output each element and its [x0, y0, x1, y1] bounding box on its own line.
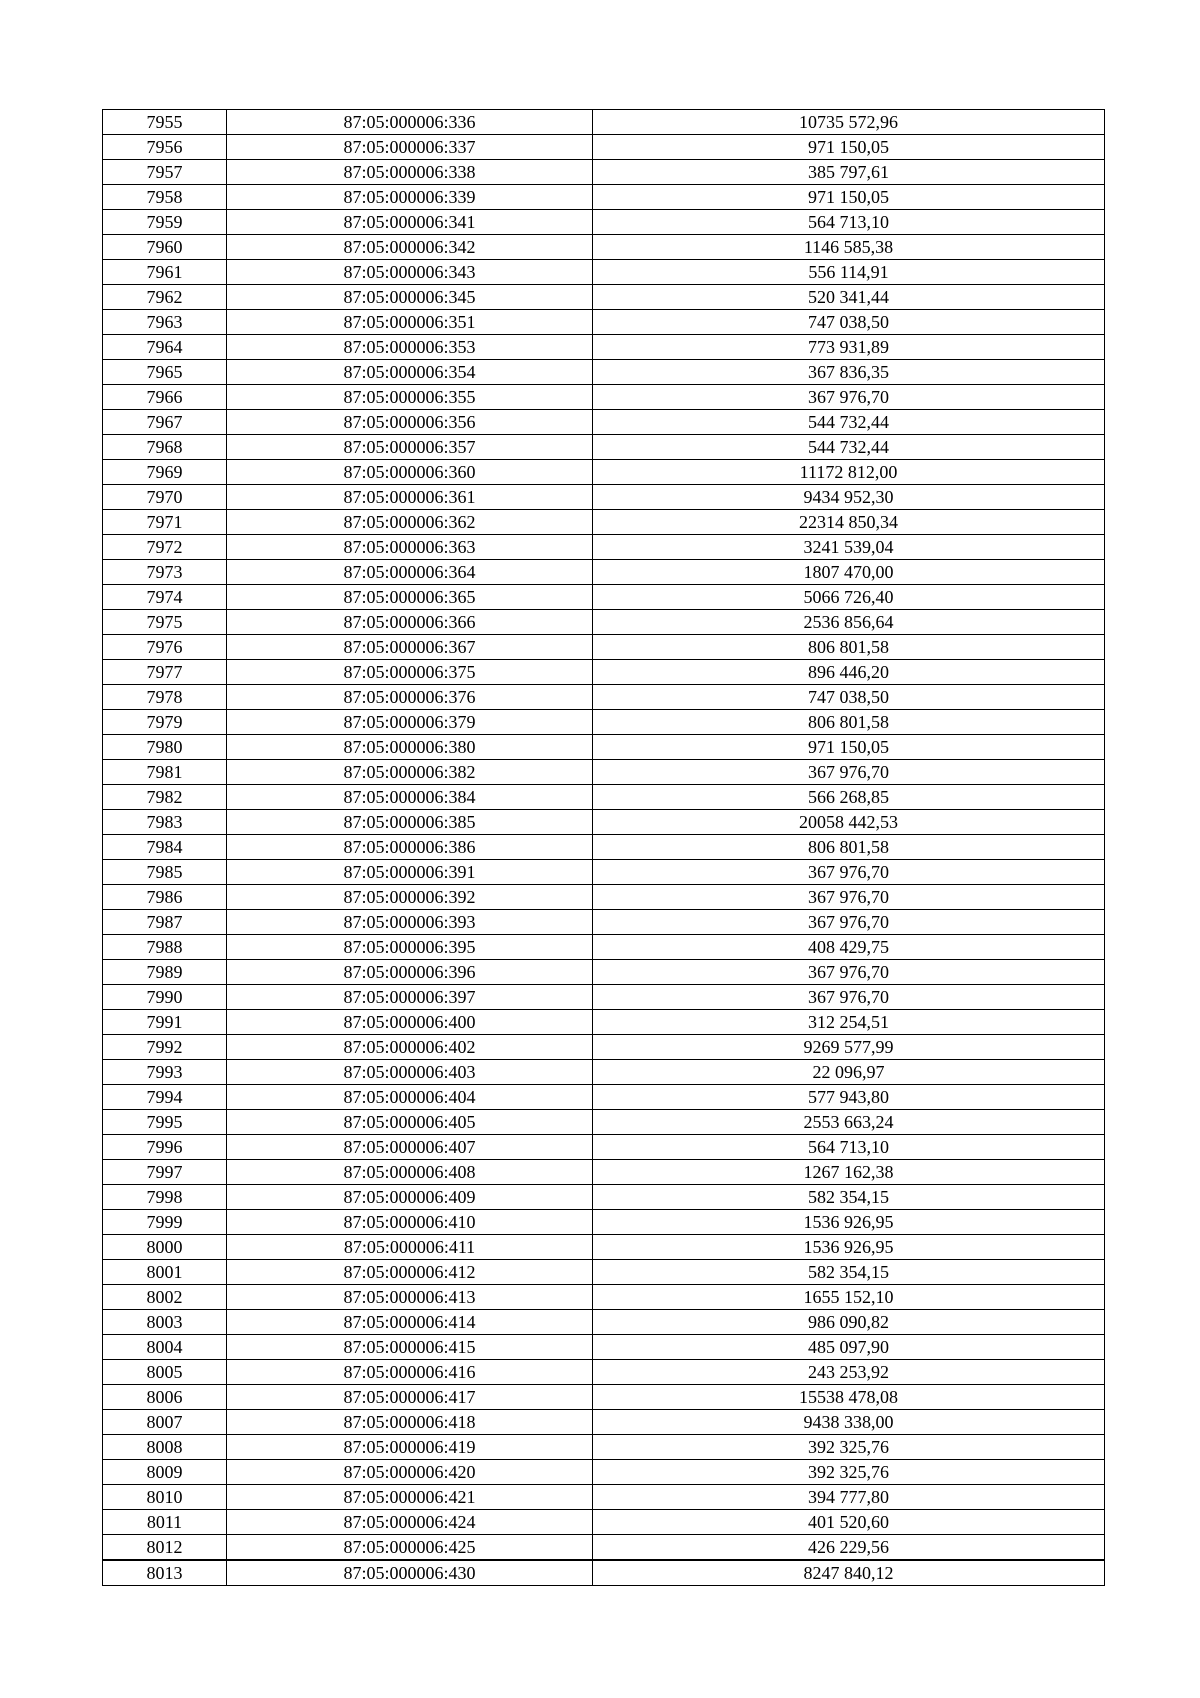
cadastral-value-cell: 11172 812,00 — [593, 460, 1105, 485]
table-row — [103, 460, 1105, 485]
cadastral-number-cell: 87:05:000006:403 — [227, 1060, 593, 1085]
cadastral-number-cell: 87:05:000006:339 — [227, 185, 593, 210]
cadastral-number-cell: 87:05:000006:341 — [227, 210, 593, 235]
table-row — [103, 1135, 1105, 1160]
table-row — [103, 1460, 1105, 1485]
table-row — [103, 135, 1105, 160]
cadastral-value-cell: 544 732,44 — [593, 435, 1105, 460]
table-row — [103, 710, 1105, 735]
cadastral-number-cell: 87:05:000006:362 — [227, 510, 593, 535]
row-number-cell: 7977 — [103, 660, 227, 685]
table-row — [103, 1235, 1105, 1260]
cadastral-number-cell: 87:05:000006:392 — [227, 885, 593, 910]
table-row — [103, 1560, 1105, 1586]
cadastral-number-cell: 87:05:000006:424 — [227, 1510, 593, 1535]
cadastral-number-cell: 87:05:000006:363 — [227, 535, 593, 560]
table-row — [103, 860, 1105, 885]
cadastral-value-cell: 971 150,05 — [593, 135, 1105, 160]
cadastral-number-cell: 87:05:000006:353 — [227, 335, 593, 360]
row-number-cell: 7986 — [103, 885, 227, 910]
table-row — [103, 1060, 1105, 1085]
table-body — [103, 110, 1105, 1586]
cadastral-value-cell: 394 777,80 — [593, 1485, 1105, 1510]
table-row — [103, 535, 1105, 560]
cadastral-value-cell: 556 114,91 — [593, 260, 1105, 285]
cadastral-value-cell: 20058 442,53 — [593, 810, 1105, 835]
table-row — [103, 510, 1105, 535]
cadastral-number-cell: 87:05:000006:342 — [227, 235, 593, 260]
cadastral-number-cell: 87:05:000006:410 — [227, 1210, 593, 1235]
row-number-cell: 7965 — [103, 360, 227, 385]
table-row — [103, 1285, 1105, 1310]
cadastral-value-cell: 564 713,10 — [593, 210, 1105, 235]
table-row — [103, 435, 1105, 460]
row-number-cell: 7973 — [103, 560, 227, 585]
table-row — [103, 160, 1105, 185]
cadastral-number-cell: 87:05:000006:404 — [227, 1085, 593, 1110]
row-number-cell: 7969 — [103, 460, 227, 485]
row-number-cell: 8000 — [103, 1235, 227, 1260]
cadastral-number-cell: 87:05:000006:420 — [227, 1460, 593, 1485]
cadastral-value-cell: 1267 162,38 — [593, 1160, 1105, 1185]
table-row — [103, 585, 1105, 610]
table-row — [103, 960, 1105, 985]
cadastral-value-cell: 408 429,75 — [593, 935, 1105, 960]
row-number-cell: 7971 — [103, 510, 227, 535]
table-row — [103, 1335, 1105, 1360]
cadastral-number-cell: 87:05:000006:409 — [227, 1185, 593, 1210]
cadastral-number-cell: 87:05:000006:421 — [227, 1485, 593, 1510]
cadastral-value-cell: 367 976,70 — [593, 960, 1105, 985]
row-number-cell: 7995 — [103, 1110, 227, 1135]
cadastral-value-cell: 806 801,58 — [593, 835, 1105, 860]
row-number-cell: 7988 — [103, 935, 227, 960]
row-number-cell: 7999 — [103, 1210, 227, 1235]
row-number-cell: 7967 — [103, 410, 227, 435]
row-number-cell: 7964 — [103, 335, 227, 360]
row-number-cell: 7976 — [103, 635, 227, 660]
table-row — [103, 410, 1105, 435]
cadastral-number-cell: 87:05:000006:338 — [227, 160, 593, 185]
cadastral-number-cell: 87:05:000006:407 — [227, 1135, 593, 1160]
table-row — [103, 110, 1105, 135]
row-number-cell: 7996 — [103, 1135, 227, 1160]
cadastral-number-cell: 87:05:000006:361 — [227, 485, 593, 510]
row-number-cell: 7997 — [103, 1160, 227, 1185]
table-row — [103, 1385, 1105, 1410]
cadastral-value-cell: 577 943,80 — [593, 1085, 1105, 1110]
cadastral-value-cell: 747 038,50 — [593, 310, 1105, 335]
cadastral-number-cell: 87:05:000006:360 — [227, 460, 593, 485]
table-row — [103, 1535, 1105, 1561]
table-row — [103, 835, 1105, 860]
cadastral-value-cell: 385 797,61 — [593, 160, 1105, 185]
cadastral-number-cell: 87:05:000006:393 — [227, 910, 593, 935]
row-number-cell: 7956 — [103, 135, 227, 160]
cadastral-number-cell: 87:05:000006:405 — [227, 1110, 593, 1135]
row-number-cell: 7984 — [103, 835, 227, 860]
row-number-cell: 7983 — [103, 810, 227, 835]
cadastral-value-cell: 986 090,82 — [593, 1310, 1105, 1335]
table-row — [103, 1435, 1105, 1460]
row-number-cell: 7972 — [103, 535, 227, 560]
table-row — [103, 1160, 1105, 1185]
row-number-cell: 8009 — [103, 1460, 227, 1485]
cadastral-number-cell: 87:05:000006:396 — [227, 960, 593, 985]
table-row — [103, 485, 1105, 510]
cadastral-value-cell: 1146 585,38 — [593, 235, 1105, 260]
row-number-cell: 7994 — [103, 1085, 227, 1110]
row-number-cell: 7958 — [103, 185, 227, 210]
cadastral-value-cell: 2553 663,24 — [593, 1110, 1105, 1135]
cadastral-value-cell: 367 976,70 — [593, 760, 1105, 785]
row-number-cell: 8003 — [103, 1310, 227, 1335]
cadastral-number-cell: 87:05:000006:380 — [227, 735, 593, 760]
cadastral-value-cell: 392 325,76 — [593, 1435, 1105, 1460]
cadastral-value-cell: 1807 470,00 — [593, 560, 1105, 585]
row-number-cell: 8008 — [103, 1435, 227, 1460]
table-row — [103, 985, 1105, 1010]
row-number-cell: 8001 — [103, 1260, 227, 1285]
table-row — [103, 210, 1105, 235]
cadastral-number-cell: 87:05:000006:356 — [227, 410, 593, 435]
cadastral-value-cell: 367 976,70 — [593, 910, 1105, 935]
cadastral-value-cell: 520 341,44 — [593, 285, 1105, 310]
row-number-cell: 7974 — [103, 585, 227, 610]
cadastral-number-cell: 87:05:000006:397 — [227, 985, 593, 1010]
cadastral-number-cell: 87:05:000006:345 — [227, 285, 593, 310]
table-row — [103, 910, 1105, 935]
row-number-cell: 8002 — [103, 1285, 227, 1310]
row-number-cell: 7979 — [103, 710, 227, 735]
cadastral-number-cell: 87:05:000006:375 — [227, 660, 593, 685]
table-row — [103, 610, 1105, 635]
row-number-cell: 7968 — [103, 435, 227, 460]
row-number-cell: 7961 — [103, 260, 227, 285]
cadastral-value-cell: 544 732,44 — [593, 410, 1105, 435]
cadastral-value-cell: 15538 478,08 — [593, 1385, 1105, 1410]
cadastral-number-cell: 87:05:000006:391 — [227, 860, 593, 885]
cadastral-number-cell: 87:05:000006:418 — [227, 1410, 593, 1435]
row-number-cell: 7963 — [103, 310, 227, 335]
table-row — [103, 785, 1105, 810]
table-row — [103, 185, 1105, 210]
cadastral-value-cell: 392 325,76 — [593, 1460, 1105, 1485]
cadastral-value-cell: 806 801,58 — [593, 710, 1105, 735]
cadastral-value-cell: 1536 926,95 — [593, 1235, 1105, 1260]
table-row — [103, 885, 1105, 910]
cadastral-number-cell: 87:05:000006:412 — [227, 1260, 593, 1285]
table-row — [103, 385, 1105, 410]
row-number-cell: 7982 — [103, 785, 227, 810]
row-number-cell: 7959 — [103, 210, 227, 235]
cadastral-value-cell: 367 976,70 — [593, 385, 1105, 410]
table-row — [103, 635, 1105, 660]
cadastral-value-cell: 10735 572,96 — [593, 110, 1105, 135]
cadastral-number-cell: 87:05:000006:419 — [227, 1435, 593, 1460]
cadastral-number-cell: 87:05:000006:343 — [227, 260, 593, 285]
cadastral-value-cell: 312 254,51 — [593, 1010, 1105, 1035]
cadastral-number-cell: 87:05:000006:367 — [227, 635, 593, 660]
row-number-cell: 8012 — [103, 1535, 227, 1561]
cadastral-value-table — [102, 109, 1105, 1586]
row-number-cell: 8004 — [103, 1335, 227, 1360]
row-number-cell: 7962 — [103, 285, 227, 310]
cadastral-number-cell: 87:05:000006:402 — [227, 1035, 593, 1060]
cadastral-number-cell: 87:05:000006:357 — [227, 435, 593, 460]
row-number-cell: 7987 — [103, 910, 227, 935]
table-row — [103, 660, 1105, 685]
cadastral-number-cell: 87:05:000006:385 — [227, 810, 593, 835]
table-row — [103, 560, 1105, 585]
cadastral-value-cell: 971 150,05 — [593, 735, 1105, 760]
table-row — [103, 1085, 1105, 1110]
cadastral-value-cell: 401 520,60 — [593, 1510, 1105, 1535]
table-row — [103, 1485, 1105, 1510]
row-number-cell: 8006 — [103, 1385, 227, 1410]
table-row — [103, 935, 1105, 960]
cadastral-number-cell: 87:05:000006:411 — [227, 1235, 593, 1260]
table-row — [103, 685, 1105, 710]
row-number-cell: 7960 — [103, 235, 227, 260]
cadastral-number-cell: 87:05:000006:384 — [227, 785, 593, 810]
cadastral-value-cell: 9434 952,30 — [593, 485, 1105, 510]
table-row — [103, 735, 1105, 760]
cadastral-number-cell: 87:05:000006:386 — [227, 835, 593, 860]
cadastral-number-cell: 87:05:000006:416 — [227, 1360, 593, 1385]
cadastral-value-cell: 1536 926,95 — [593, 1210, 1105, 1235]
cadastral-number-cell: 87:05:000006:366 — [227, 610, 593, 635]
cadastral-value-cell: 367 976,70 — [593, 860, 1105, 885]
cadastral-value-cell: 566 268,85 — [593, 785, 1105, 810]
row-number-cell: 8010 — [103, 1485, 227, 1510]
table-row — [103, 285, 1105, 310]
cadastral-number-cell: 87:05:000006:336 — [227, 110, 593, 135]
cadastral-value-cell: 896 446,20 — [593, 660, 1105, 685]
cadastral-value-cell: 564 713,10 — [593, 1135, 1105, 1160]
cadastral-number-cell: 87:05:000006:364 — [227, 560, 593, 585]
cadastral-number-cell: 87:05:000006:425 — [227, 1535, 593, 1561]
row-number-cell: 7998 — [103, 1185, 227, 1210]
cadastral-number-cell: 87:05:000006:365 — [227, 585, 593, 610]
table-row — [103, 1410, 1105, 1435]
cadastral-number-cell: 87:05:000006:430 — [227, 1560, 593, 1586]
table-row — [103, 1010, 1105, 1035]
row-number-cell: 7993 — [103, 1060, 227, 1085]
cadastral-number-cell: 87:05:000006:376 — [227, 685, 593, 710]
table-row — [103, 235, 1105, 260]
row-number-cell: 7966 — [103, 385, 227, 410]
row-number-cell: 8007 — [103, 1410, 227, 1435]
table-row — [103, 310, 1105, 335]
cadastral-value-cell: 2536 856,64 — [593, 610, 1105, 635]
table-row — [103, 260, 1105, 285]
table-row — [103, 360, 1105, 385]
cadastral-value-cell: 367 976,70 — [593, 985, 1105, 1010]
row-number-cell: 7989 — [103, 960, 227, 985]
cadastral-value-cell: 243 253,92 — [593, 1360, 1105, 1385]
cadastral-value-cell: 5066 726,40 — [593, 585, 1105, 610]
cadastral-value-cell: 1655 152,10 — [593, 1285, 1105, 1310]
cadastral-number-cell: 87:05:000006:400 — [227, 1010, 593, 1035]
row-number-cell: 7957 — [103, 160, 227, 185]
table-row — [103, 1510, 1105, 1535]
cadastral-number-cell: 87:05:000006:379 — [227, 710, 593, 735]
cadastral-value-cell: 9438 338,00 — [593, 1410, 1105, 1435]
row-number-cell: 8005 — [103, 1360, 227, 1385]
row-number-cell: 8011 — [103, 1510, 227, 1535]
row-number-cell: 7981 — [103, 760, 227, 785]
cadastral-number-cell: 87:05:000006:408 — [227, 1160, 593, 1185]
cadastral-value-cell: 806 801,58 — [593, 635, 1105, 660]
row-number-cell: 7991 — [103, 1010, 227, 1035]
row-number-cell: 7955 — [103, 110, 227, 135]
cadastral-number-cell: 87:05:000006:354 — [227, 360, 593, 385]
table-row — [103, 1035, 1105, 1060]
cadastral-value-cell: 8247 840,12 — [593, 1560, 1105, 1586]
cadastral-value-cell: 426 229,56 — [593, 1535, 1105, 1561]
cadastral-number-cell: 87:05:000006:355 — [227, 385, 593, 410]
row-number-cell: 7975 — [103, 610, 227, 635]
cadastral-number-cell: 87:05:000006:337 — [227, 135, 593, 160]
row-number-cell: 7970 — [103, 485, 227, 510]
cadastral-value-cell: 367 836,35 — [593, 360, 1105, 385]
row-number-cell: 7992 — [103, 1035, 227, 1060]
table-row — [103, 810, 1105, 835]
cadastral-number-cell: 87:05:000006:395 — [227, 935, 593, 960]
cadastral-value-cell: 3241 539,04 — [593, 535, 1105, 560]
cadastral-number-cell: 87:05:000006:351 — [227, 310, 593, 335]
cadastral-value-cell: 22 096,97 — [593, 1060, 1105, 1085]
row-number-cell: 8013 — [103, 1560, 227, 1586]
cadastral-value-cell: 9269 577,99 — [593, 1035, 1105, 1060]
cadastral-value-cell: 747 038,50 — [593, 685, 1105, 710]
table-row — [103, 1110, 1105, 1135]
table-row — [103, 1260, 1105, 1285]
row-number-cell: 7980 — [103, 735, 227, 760]
table-row — [103, 1185, 1105, 1210]
cadastral-number-cell: 87:05:000006:382 — [227, 760, 593, 785]
cadastral-value-cell: 485 097,90 — [593, 1335, 1105, 1360]
cadastral-number-cell: 87:05:000006:413 — [227, 1285, 593, 1310]
cadastral-value-cell: 582 354,15 — [593, 1260, 1105, 1285]
row-number-cell: 7978 — [103, 685, 227, 710]
cadastral-value-cell: 22314 850,34 — [593, 510, 1105, 535]
table-row — [103, 1360, 1105, 1385]
table-row — [103, 1210, 1105, 1235]
cadastral-number-cell: 87:05:000006:415 — [227, 1335, 593, 1360]
table-row — [103, 335, 1105, 360]
cadastral-number-cell: 87:05:000006:417 — [227, 1385, 593, 1410]
cadastral-value-cell: 773 931,89 — [593, 335, 1105, 360]
cadastral-value-cell: 971 150,05 — [593, 185, 1105, 210]
cadastral-value-cell: 367 976,70 — [593, 885, 1105, 910]
row-number-cell: 7985 — [103, 860, 227, 885]
cadastral-number-cell: 87:05:000006:414 — [227, 1310, 593, 1335]
row-number-cell: 7990 — [103, 985, 227, 1010]
table-row — [103, 1310, 1105, 1335]
cadastral-value-cell: 582 354,15 — [593, 1185, 1105, 1210]
table-row — [103, 760, 1105, 785]
